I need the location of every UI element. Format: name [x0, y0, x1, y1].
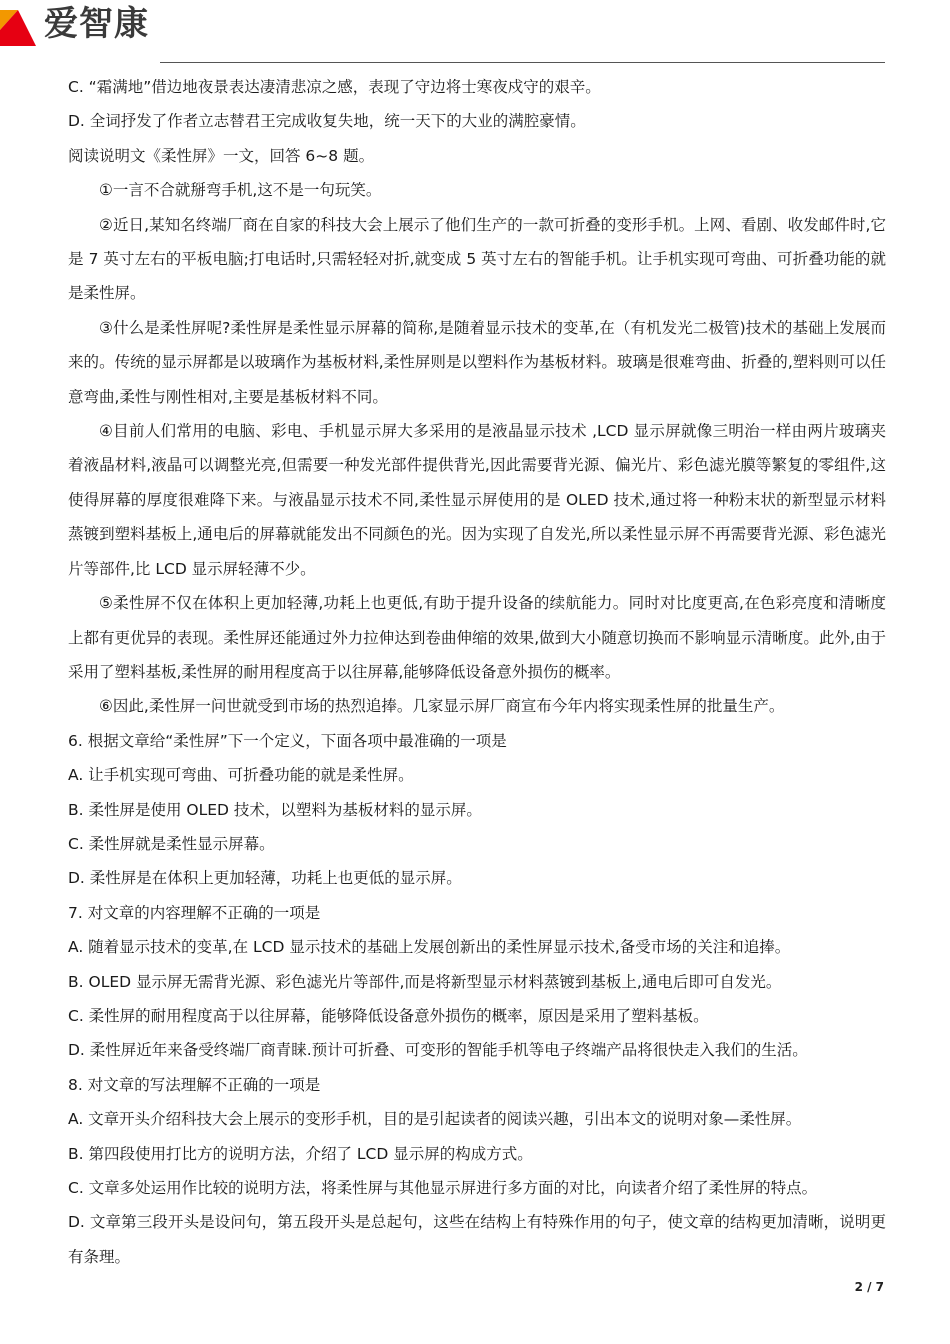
- page-number: 2 / 7: [854, 1280, 884, 1294]
- logo-text: 爱智康: [44, 4, 149, 44]
- article-paragraph-5: ⑤柔性屏不仅在体积上更加轻薄,功耗上也更低,有助于提升设备的续航能力。同时对比度更高,在色彩亮度和清晰度上都有更优异的表现。柔性屏还能通过外力拉伸达到卷曲伸缩的效果,做到大小随意切换而不影响显示清晰度。此外,由于采用了塑料基板,柔性屏的耐用程度高于以往屏幕,能够降低设备意外损伤的概率。: [68, 594, 886, 681]
- article-paragraph-2: ②近日,某知名终端厂商在自家的科技大会上展示了他们生产的一款可折叠的变形手机。上网、看剧、收发邮件时,它是 7 英寸左右的平板电脑;打电话时,只需轻轻对折,就变成 5 英寸左右的智能手机。让手机实现可弯曲、可折叠功能的就是柔性屏。: [68, 215, 886, 303]
- article-paragraph-4: ④目前人们常用的电脑、彩电、手机显示屏大多采用的是液晶显示技术 ,LCD 显示屏就像三明治一样由两片玻璃夹着液晶材料,液晶可以调整光亮,但需要一种发光部件提供背光,因此需要背光源、偏光片、彩色滤光膜等繁复的零组件,这使得屏幕的厚度很难降下来。与液晶显示技术不同,柔性显示屏使用的是 OLED 技术,通过将一种粉末状的新型显示材料蒸镀到塑料基板上,通电后的屏幕就能发出不同颜色的光。因为实现了自发光,所以柔性显示屏不再需要背光源、彩色滤光片等部件,比 LCD 显示屏轻薄不少。: [68, 422, 886, 578]
- header-divider: [160, 62, 885, 63]
- question-8-option-a: A. 文章开头介绍科技大会上展示的变形手机，目的是引起读者的阅读兴趣，引出本文的说明对象—柔性屏。: [68, 1110, 802, 1129]
- article-paragraph-6: ⑥因此,柔性屏一问世就受到市场的热烈追捧。几家显示屏厂商宣布今年内将实现柔性屏的批量生产。: [99, 697, 785, 716]
- option-line: D. 全词抒发了作者立志替君王完成收复失地，统一天下的大业的满腔豪情。: [68, 112, 586, 131]
- option-line: C. “霜满地”借边地夜景表达凄清悲凉之感，表现了守边将士寒夜戍守的艰辛。: [68, 78, 601, 96]
- question-7-stem: 7. 对文章的内容理解不正确的一项是: [68, 903, 321, 922]
- question-8-option-d: D. 文章第三段开头是设问句，第五段开头是总起句，这些在结构上有特殊作用的句子，使文章的结构更加清晰，说明更有条理。: [68, 1213, 886, 1266]
- question-6-option-a: A. 让手机实现可弯曲、可折叠功能的就是柔性屏。: [68, 766, 414, 785]
- question-7-option-a: A. 随着显示技术的变革,在 LCD 显示技术的基础上发展创新出的柔性屏显示技术,备受市场的关注和追捧。: [68, 938, 791, 957]
- question-7-option-d: D. 柔性屏近年来备受终端厂商青睐.预计可折叠、可变形的智能手机等电子终端产品将很快走入我们的生活。: [68, 1041, 808, 1060]
- logo: [0, 0, 149, 48]
- question-6-option-d: D. 柔性屏是在体积上更加轻薄，功耗上也更低的显示屏。: [68, 869, 462, 888]
- question-6-option-b: B. 柔性屏是使用 OLED 技术，以塑料为基板材料的显示屏。: [68, 800, 482, 819]
- question-6-option-c: C. 柔性屏就是柔性显示屏幕。: [68, 834, 275, 853]
- article-paragraph-1: ①一言不合就掰弯手机,这不是一句玩笑。: [99, 181, 382, 200]
- question-8-option-b: B. 第四段使用打比方的说明方法，介绍了 LCD 显示屏的构成方式。: [68, 1144, 533, 1163]
- question-7-option-c: C. 柔性屏的耐用程度高于以往屏幕，能够降低设备意外损伤的概率，原因是采用了塑料基板。: [68, 1006, 709, 1025]
- page-content: [68, 70, 886, 1274]
- question-7-option-b: B. OLED 显示屏无需背光源、彩色滤光片等部件,而是将新型显示材料蒸镀到基板上,通电后即可自发光。: [68, 972, 782, 991]
- question-6-stem: 6. 根据文章给“柔性屏”下一个定义，下面各项中最准确的一项是: [68, 731, 507, 750]
- article-paragraph-3: ③什么是柔性屏呢?柔性屏是柔性显示屏幕的简称,是随着显示技术的变革,在（有机发光二极管)技术的基础上发展而来的。传统的显示屏都是以玻璃作为基板材料,柔性屏则是以塑料作为基板材料。玻璃是很难弯曲、折叠的,塑料则可以任意弯曲,柔性与刚性相对,主要是基板材料不同。: [68, 318, 886, 406]
- question-8-stem: 8. 对文章的写法理解不正确的一项是: [68, 1075, 321, 1094]
- reading-instruction: 阅读说明文《柔性屏》一文，回答 6~8 题。: [68, 146, 375, 165]
- question-8-option-c: C. 文章多处运用作比较的说明方法，将柔性屏与其他显示屏进行多方面的对比，向读者介绍了柔性屏的特点。: [68, 1179, 818, 1197]
- logo-mark-icon: [0, 0, 40, 48]
